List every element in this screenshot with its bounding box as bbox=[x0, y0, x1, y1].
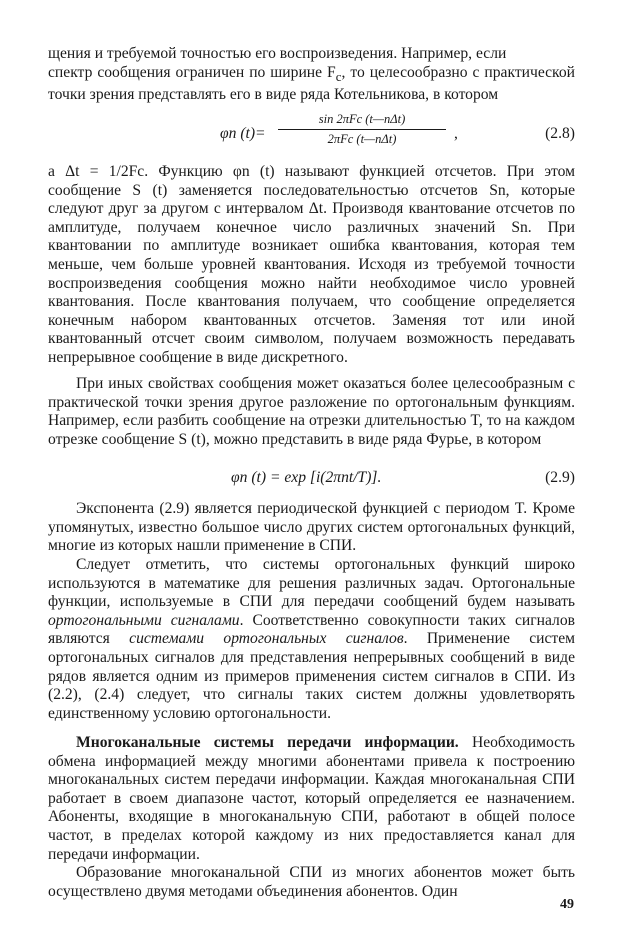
paragraph-orthogonal bbox=[48, 556, 575, 723]
formula-2-9 bbox=[48, 469, 575, 493]
formula-2-8-denominator: 2πFс (t—nΔt) bbox=[327, 132, 397, 146]
paragraph-intro bbox=[48, 45, 575, 105]
paragraph-exponent-text: Экспонента (2.9) является периодической функцией с периодом T. Кроме упомянутых, известно большое число других систем ортогональных функций, многие из которых нашли применение в СПИ. bbox=[48, 500, 575, 555]
intro-text-b: спектр сообщения ограничен по ширине F bbox=[48, 63, 336, 81]
paragraph-sampling-text: а Δt = 1/2Fс. Функцию φn (t) называют функцией отсчетов. При этом сообщение S (t) заменяется последовательностью отсчетов Sn, которые следуют друг за другом с интервалом Δt. Производя квантование отсчетов по амплитуде, получаем конечное число различных значений Sn. При квантовании по амплитуде возникает ошибка квантования, которая тем меньше, чем больше уровней квантования. Исходя из требуемой точности воспроизведения сообщения можно найти необходимое число уровней квантования. После квантования получаем, что сообщение определяется конечным набором квантованных отсчетов. Заменяя тот или иной квантованный отсчет своим символом, получаем возможность передавать непрерывное сообщение в виде дискретного. bbox=[48, 163, 575, 366]
paragraph-multichannel bbox=[48, 734, 575, 864]
term-orthogonal-signal-systems: системами ортогональных сигналов bbox=[129, 630, 404, 648]
paragraph-sampling bbox=[48, 163, 575, 368]
formula-2-8-number: (2.8) bbox=[545, 125, 575, 142]
paragraph-formation bbox=[48, 864, 575, 901]
formula-2-8-numerator: sin 2πFс (t—nΔt) bbox=[278, 112, 446, 130]
formula-2-8-fraction bbox=[278, 112, 446, 147]
formula-2-8-lhs: φn (t)= bbox=[220, 125, 266, 142]
paragraph-fourier-text: При иных свойствах сообщения может оказаться более целесообразным с практической точки зрения другое разложение по ортогональным функциям. Например, если разбить сообщение на отрезки длительностью T, то на каждом отрезке сообщение S (t), можно представить в виде ряда Фурье, в котором bbox=[48, 375, 575, 448]
paragraph-fourier bbox=[48, 375, 575, 449]
page-number: 49 bbox=[560, 897, 574, 912]
intro-subscript: с bbox=[335, 68, 342, 84]
paragraph-exponent bbox=[48, 500, 575, 556]
paragraph-formation-text: Образование многоканальной СПИ из многих абонентов может быть осуществлено двумя методами объединения абонентов. Один bbox=[48, 864, 575, 900]
orthogonal-text-3: . Применение систем ортогональных сигналов для представления непрерывных сообщений в виде рядов является одним из примеров применения систем сигналов в СПИ. Из (2.2), (2.4) следует, что сигналы таких систем должны удовлетворять единственному условию ортогональности. bbox=[48, 630, 575, 722]
orthogonal-text-1: Следует отметить, что системы ортогональных функций широко используются в математике для решения различных задач. Ортогональные функции, используемые в СПИ для передачи сообщений будем называть bbox=[48, 556, 575, 611]
orthogonal-text-2: . Соответственно совокупности таких сигналов являются bbox=[48, 611, 575, 648]
formula-2-9-number: (2.9) bbox=[545, 469, 575, 486]
formula-2-8-comma: , bbox=[454, 125, 458, 142]
formula-2-8 bbox=[48, 112, 575, 156]
intro-text-c: , то целесообразно с практической точки зрения представлять его в виде ряда Котельникова, в котором bbox=[48, 63, 575, 104]
formula-2-9-expression: φn (t) = exp [i(2πnt/T)]. bbox=[231, 469, 382, 486]
intro-text-a: щения и требуемой точностью его воспроизведения. Например, если bbox=[48, 45, 507, 62]
section-heading: Многоканальные системы передачи информации. bbox=[76, 734, 459, 751]
term-orthogonal-signals: ортогональными сигналами bbox=[48, 611, 240, 629]
multichannel-text: Необходимость обмена информацией между многими абонентами привела к построению многоканальных систем передачи информации. Каждая многоканальная СПИ работает в своем диапазоне частот, который определяется ее назначением. Абоненты, входящие в многоканальную СПИ, работают в общей полосе частот, в пределах которой каждому из них предоставляется канал для передачи информации. bbox=[48, 734, 575, 863]
